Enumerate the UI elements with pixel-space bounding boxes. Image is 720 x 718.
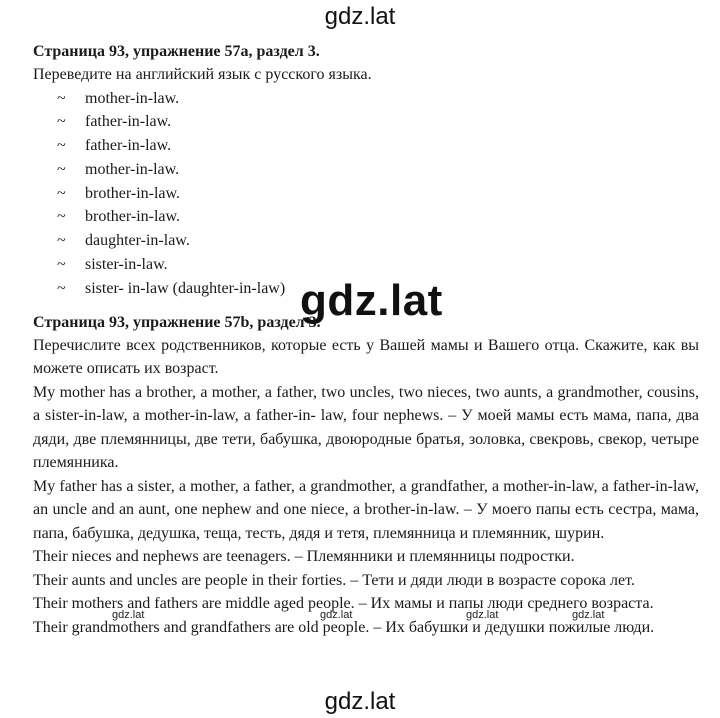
list-item-text: mother-in-law. [85,160,180,178]
list-item [57,205,699,229]
paragraph-instruction: Перечислите всех родственников, которые есть у Вашей мамы и Вашего отца. Скажите, как вы можете описать их возраст. [33,336,699,378]
bullet-tilde: ~ [57,89,66,107]
section1-heading: Страница 93, упражнение 57а, раздел 3. [33,43,320,60]
list-item [57,182,699,206]
list-item-text: father-in-law. [85,137,172,155]
bullet-tilde: ~ [57,256,66,274]
bullet-tilde: ~ [57,184,66,202]
bullet-tilde: ~ [57,160,66,178]
watermark-inline: gdz.lat [466,609,499,621]
list-item-text: brother-in-law. [85,208,181,226]
bullet-tilde: ~ [57,279,66,297]
list-item [57,110,699,134]
list-item [57,229,699,253]
section2 [33,311,699,640]
paragraph-parents: Their mothers and fathers are middle aged people. – Их мамы и папы люди среднего возраста. [33,595,654,613]
bullet-tilde: ~ [57,113,66,131]
list-item [57,253,699,277]
section2-heading: Страница 93, упражнение 57b, раздел 3. [33,313,321,331]
paragraph-grandparents: Their grandmothers and grandfathers are old people. – Их бабушки и дедушки пожилые люди. [33,618,655,636]
translation-list [57,87,699,301]
bullet-tilde: ~ [57,208,66,226]
list-item-text: sister-in-law. [85,256,168,274]
paragraph-father: My father has a sister, a mother, a father, a grandmother, a grandfather, a mother-in-law, a father-in-law, an uncle and an aunt, one nephew and one niece, a brother-in-law. – У моего папы есть сестра, мама, папа, бабушка, дедушка, теща, тесть, дядя и тетя, племянница и племянник, шурин. [33,477,699,542]
list-item [57,158,699,182]
bullet-tilde: ~ [57,232,66,250]
list-item-text: brother-in-law. [85,184,181,202]
paragraph-nieces: Their nieces and nephews are teenagers. – Племянники и племянницы подростки. [33,548,575,566]
watermark-center: gdz.lat [300,276,443,325]
document-body [33,40,699,639]
list-item [57,134,699,158]
watermark-top: gdz.lat [324,3,396,30]
watermark-bottom: gdz.lat [324,688,396,715]
bullet-tilde: ~ [57,137,66,155]
list-item-text: daughter-in-law. [85,232,190,250]
watermark-inline: gdz.lat [572,609,605,621]
watermark-inline: gdz.lat [112,609,145,621]
list-item-text: father-in-law. [85,113,172,131]
list-item-text: mother-in-law. [85,89,180,107]
section1-instruction: Переведите на английский язык с русского языка. [33,66,372,83]
paragraph-aunts: Their aunts and uncles are people in their forties. – Тети и дяди люди в возрасте сорока лет. [33,571,635,589]
list-item-text: sister- in-law (daughter-in-law) [85,279,286,297]
list-item [57,87,699,111]
watermark-inline: gdz.lat [320,609,353,621]
paragraph-mother: My mother has a brother, a mother, a father, two uncles, two nieces, two aunts, a grandmother, cousins, a sister-in-law, a mother-in-law, a father-in- law, four nephews. – У моей мамы есть мама, папа, два дяди, две племянницы, две тети, бабушка, двоюродные братья, золовка, свекровь, свекор, четыре племянника. [33,383,699,472]
